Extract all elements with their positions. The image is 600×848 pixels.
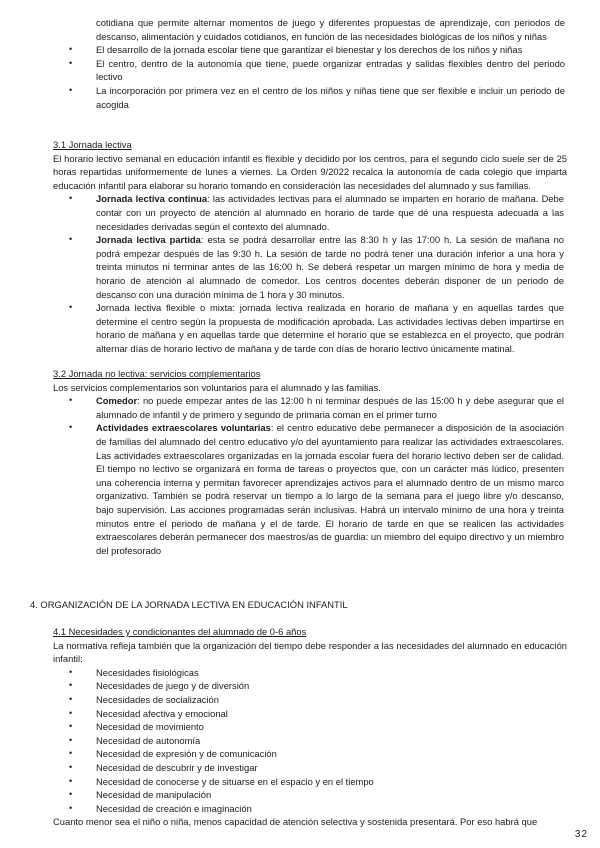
list-item: • Necesidades fisiológicas [96, 666, 436, 680]
list-item: • El desarrollo de la jornada escolar tiene que garantizar el bienestar y los derechos de los niños y niñas [96, 43, 565, 57]
list-item: • Necesidad de expresión y de comunicación [96, 747, 436, 761]
list-item: • Necesidad de autonomía [96, 734, 436, 748]
section-heading: 4.1 Necesidades y condicionantes del alumnado de 0-6 años [53, 626, 307, 637]
item-text: : esta se podrá desarrollar entre las 8:30 h y las 17:00 h. La sesión de mañana no podrá empezar después de las 9:30 h. La sesión de tarde no podrá tener una duración inferior a una hora y treinta minutos ni terminar antes de las 16:00 h. Se deberá respetar un margen mínimo de hora y media de horario de atención al alumnado de comedor. Los centros docentes deberán disponer de un periodo de descanso con una duración mínima de 1 hora y 30 minutos. [96, 234, 564, 300]
section-intro: La normativa refleja también que la organización del tiempo debe responder a las necesidades del alumnado en educación infantil: [53, 639, 567, 665]
list-item [96, 421, 564, 557]
section-4-1 [0, 625, 600, 829]
section-intro: El horario lectivo semanal en educación infantil es flexible y decidido por los centros, para el segundo ciclo suele ser de 25 horas repartidas uniformemente de lunes a viernes. La Orden 9/2022 recalca la autonomía de cada colegio que imparta educación infantil para elaborar su horario tomando en consideración las necesidades del alumnado y sus familias. [53, 152, 567, 191]
item-label: Jornada lectiva partida [96, 234, 201, 246]
section-heading: 3.2 Jornada no lectiva: servicios complementarios [53, 368, 261, 379]
list-item [96, 192, 564, 233]
list-item: • Necesidad de conocerse y de situarse en el espacio y en el tiempo [96, 775, 436, 789]
list-item: • Necesidad de descubrir y de investigar [96, 761, 436, 775]
needs-bullet-list [0, 666, 600, 816]
list-item [96, 394, 564, 421]
list-item: • Necesidad de manipulación [96, 788, 436, 802]
list-item: • La incorporación por primera vez en el centro de los niños y niñas tiene que ser flexible e incluir un periodo de acogida [96, 84, 565, 111]
list-item: • El centro, dentro de la autonomía que tiene, puede organizar entradas y salidas flexibles dentro del periodo lectivo [96, 57, 565, 84]
section-intro: Los servicios complementarios son voluntarios para el alumnado y las familias. [53, 381, 381, 393]
continuation-text: cotidiana que permite alternar momentos de juego y diferentes propuestas de aprendizaje, con periodos de descanso, alimentación y cuidados cotidianos, en función de las necesidades biológicas de los niños y niñas [96, 17, 565, 42]
list-item: • Necesidad de movimiento [96, 720, 436, 734]
section-3-2 [0, 367, 600, 557]
list-item: • Necesidades de socialización [96, 693, 436, 707]
closing-text: Cuanto menor sea el niño o niña, menos capacidad de atención selectiva y sostenida presentará. Por eso habrá que [53, 816, 538, 828]
item-label: Comedor [96, 395, 138, 407]
item-text: Jornada lectiva flexible o mixta: jornada lectiva realizada en horario de mañana y en aquellas tardes que determine el centro según la propuesta de modificación aprobada. Las actividades lectivas deben impartirse en horario de mañana y en aquellas tarde que determine el horario que se establezca en el proyecto, que podrán alternar días de horario lectivo de mañana y de tarde con días de horario lectivo únicamente matinal. [96, 302, 564, 354]
top-section [0, 16, 600, 111]
chapter-heading: 4. ORGANIZACIÓN DE LA JORNADA LECTIVA EN EDUCACIÓN INFANTIL [30, 599, 348, 610]
page-number: 32 [574, 829, 588, 840]
item-text: : el centro educativo debe permanecer a disposición de la asociación de familias del alumnado del centro educativo y/o del ayuntamiento para realizar las actividades extraescolares. Las actividades extraescolares organizadas en la jornada escolar fuera del horario lectivo deben ser de calidad. El tiempo no lectivo se organizará en forma de tareas o proyectos que, con un carácter más lúdico, presenten una coherencia interna y permitan favorecer aprendizajes activos para el alumnado dentro de un mismo marco organizativo. También se podrá reservar un tiempo a lo largo de la semana para el juego libre y/o descanso, bajo supervisión. Las acciones programadas serán inclusivas. Habrá un intervalo mínimo de una hora y treinta minutos entre el periodo de mañana y el de tarde. El horario de tarde en que se realicen las actividades extraescolares deberán permanecer dos maestros/as de guardia: un miembro del equipo directivo y un miembro del profesorado [96, 422, 565, 556]
item-text: : no puede empezar antes de las 12:00 h ni terminar después de las 15:00 h y debe asegurar que el alumnado de infantil y de primero y segundo de primaria coman en el primer turno [96, 395, 564, 420]
section-heading: 3.1 Jornada lectiva [53, 139, 132, 150]
section-3-1 [0, 138, 600, 356]
list-item: • Necesidad de creación e imaginación [96, 802, 436, 816]
item-label: Actividades extraescolares voluntarias [96, 422, 271, 434]
servicios-bullet-list [0, 394, 600, 557]
list-item [96, 301, 564, 355]
jornada-bullet-list [0, 192, 600, 355]
list-item: • Necesidades de juego y de diversión [96, 679, 436, 693]
list-item [96, 233, 564, 301]
top-bullet-list [0, 43, 600, 111]
item-text: : las actividades lectivas para el alumnado se imparten en horario de mañana. Debe contar con un proyecto de atención al alumnado en horario de tarde que dé una respuesta adecuada a las necesidades derivadas según el contexto del alumnado. [96, 193, 564, 232]
list-item: • Necesidad afectiva y emocional [96, 707, 436, 721]
item-label: Jornada lectiva continua [96, 193, 208, 205]
section-4 [0, 598, 600, 612]
